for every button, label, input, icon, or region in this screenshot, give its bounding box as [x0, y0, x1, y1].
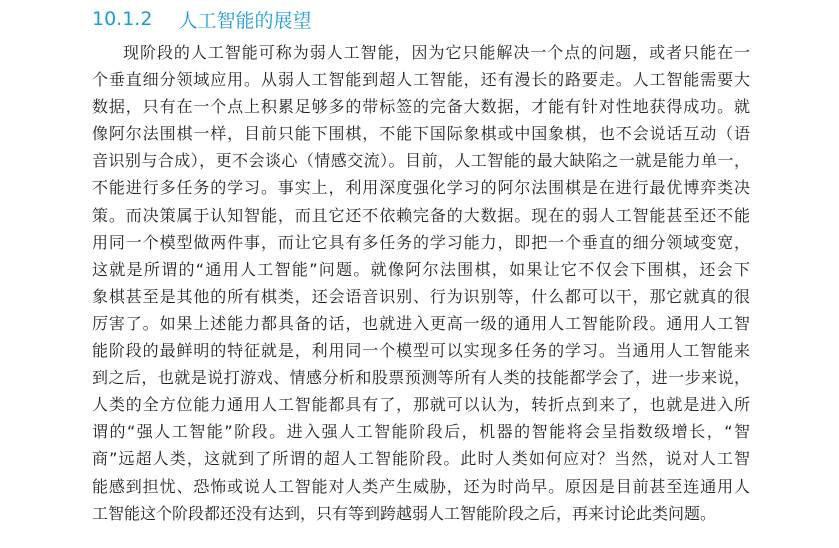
section-title: 人工智能的展望 — [178, 9, 312, 32]
paragraph-line: 不能进行多任务的学习。事实上，利用深度强化学习的阿尔法围棋是在进行最优博弈类决 — [92, 178, 750, 198]
paragraph-line: 音识别与合成），更不会谈心（情感交流）。目前，人工智能的最大缺陷之一就是能力单一， — [92, 151, 750, 171]
paragraph-line: 像阿尔法围棋一样，目前只能下围棋，不能下国际象棋或中国象棋，也不会说话互动（语 — [92, 124, 750, 144]
body-paragraph — [92, 39, 750, 527]
paragraph-line: 个垂直细分领域应用。从弱人工智能到超人工智能，还有漫长的路要走。人工智能需要大 — [92, 70, 750, 90]
paragraph-line: 厉害了。如果上述能力都具备的话，也就进入更高一级的通用人工智能阶段。通用人工智 — [92, 313, 750, 333]
paragraph-line: 工智能这个阶段都还没有达到，只有等到跨越弱人工智能阶段之后，再来讨论此类问题。 — [92, 503, 717, 523]
paragraph-line: 象棋甚至是其他的所有棋类，还会语音识别、行为识别等，什么都可以干，那它就真的很 — [92, 286, 750, 306]
paragraph-line: 用同一个模型做两件事，而让它具有多任务的学习能力，即把一个垂直的细分领域变宽， — [92, 232, 750, 252]
paragraph-line: 能阶段的最鲜明的特征就是，利用同一个模型可以实现多任务的学习。当通用人工智能来 — [92, 341, 750, 361]
paragraph-line: 策。而决策属于认知智能，而且它还不依赖完备的大数据。现在的弱人工智能甚至还不能 — [92, 205, 750, 225]
paragraph-line: 谓的“强人工智能”阶段。进入强人工智能阶段后，机器的智能将会呈指数级增长，“智 — [92, 422, 750, 442]
paragraph-line: 数据，只有在一个点上积累足够多的带标签的完备大数据，才能有针对性地获得成功。就 — [92, 97, 750, 117]
section-number: 10.1.2 — [92, 8, 153, 30]
paragraph-line: 人类的全方位能力通用人工智能都具有了，那就可以认为，转折点到来了，也就是进入所 — [92, 395, 750, 415]
paragraph-line: 现阶段的人工智能可称为弱人工智能，因为它只能解决一个点的问题，或者只能在一 — [123, 43, 750, 62]
paragraph-line: 到之后，也就是说打游戏、情感分析和股票预测等所有人类的技能都学会了，进一步来说， — [92, 368, 750, 388]
paragraph-line: 这就是所谓的“通用人工智能”问题。就像阿尔法围棋，如果让它不仅会下围棋，还会下 — [92, 259, 750, 279]
paragraph-line: 商”远超人类，这就到了所谓的超人工智能阶段。此时人类如何应对？当然，说对人工智 — [92, 449, 750, 469]
paragraph-line: 能感到担忧、恐怖或说人工智能对人类产生威胁，还为时尚早。原因是目前甚至连通用人 — [92, 476, 750, 496]
section-heading — [92, 4, 311, 34]
